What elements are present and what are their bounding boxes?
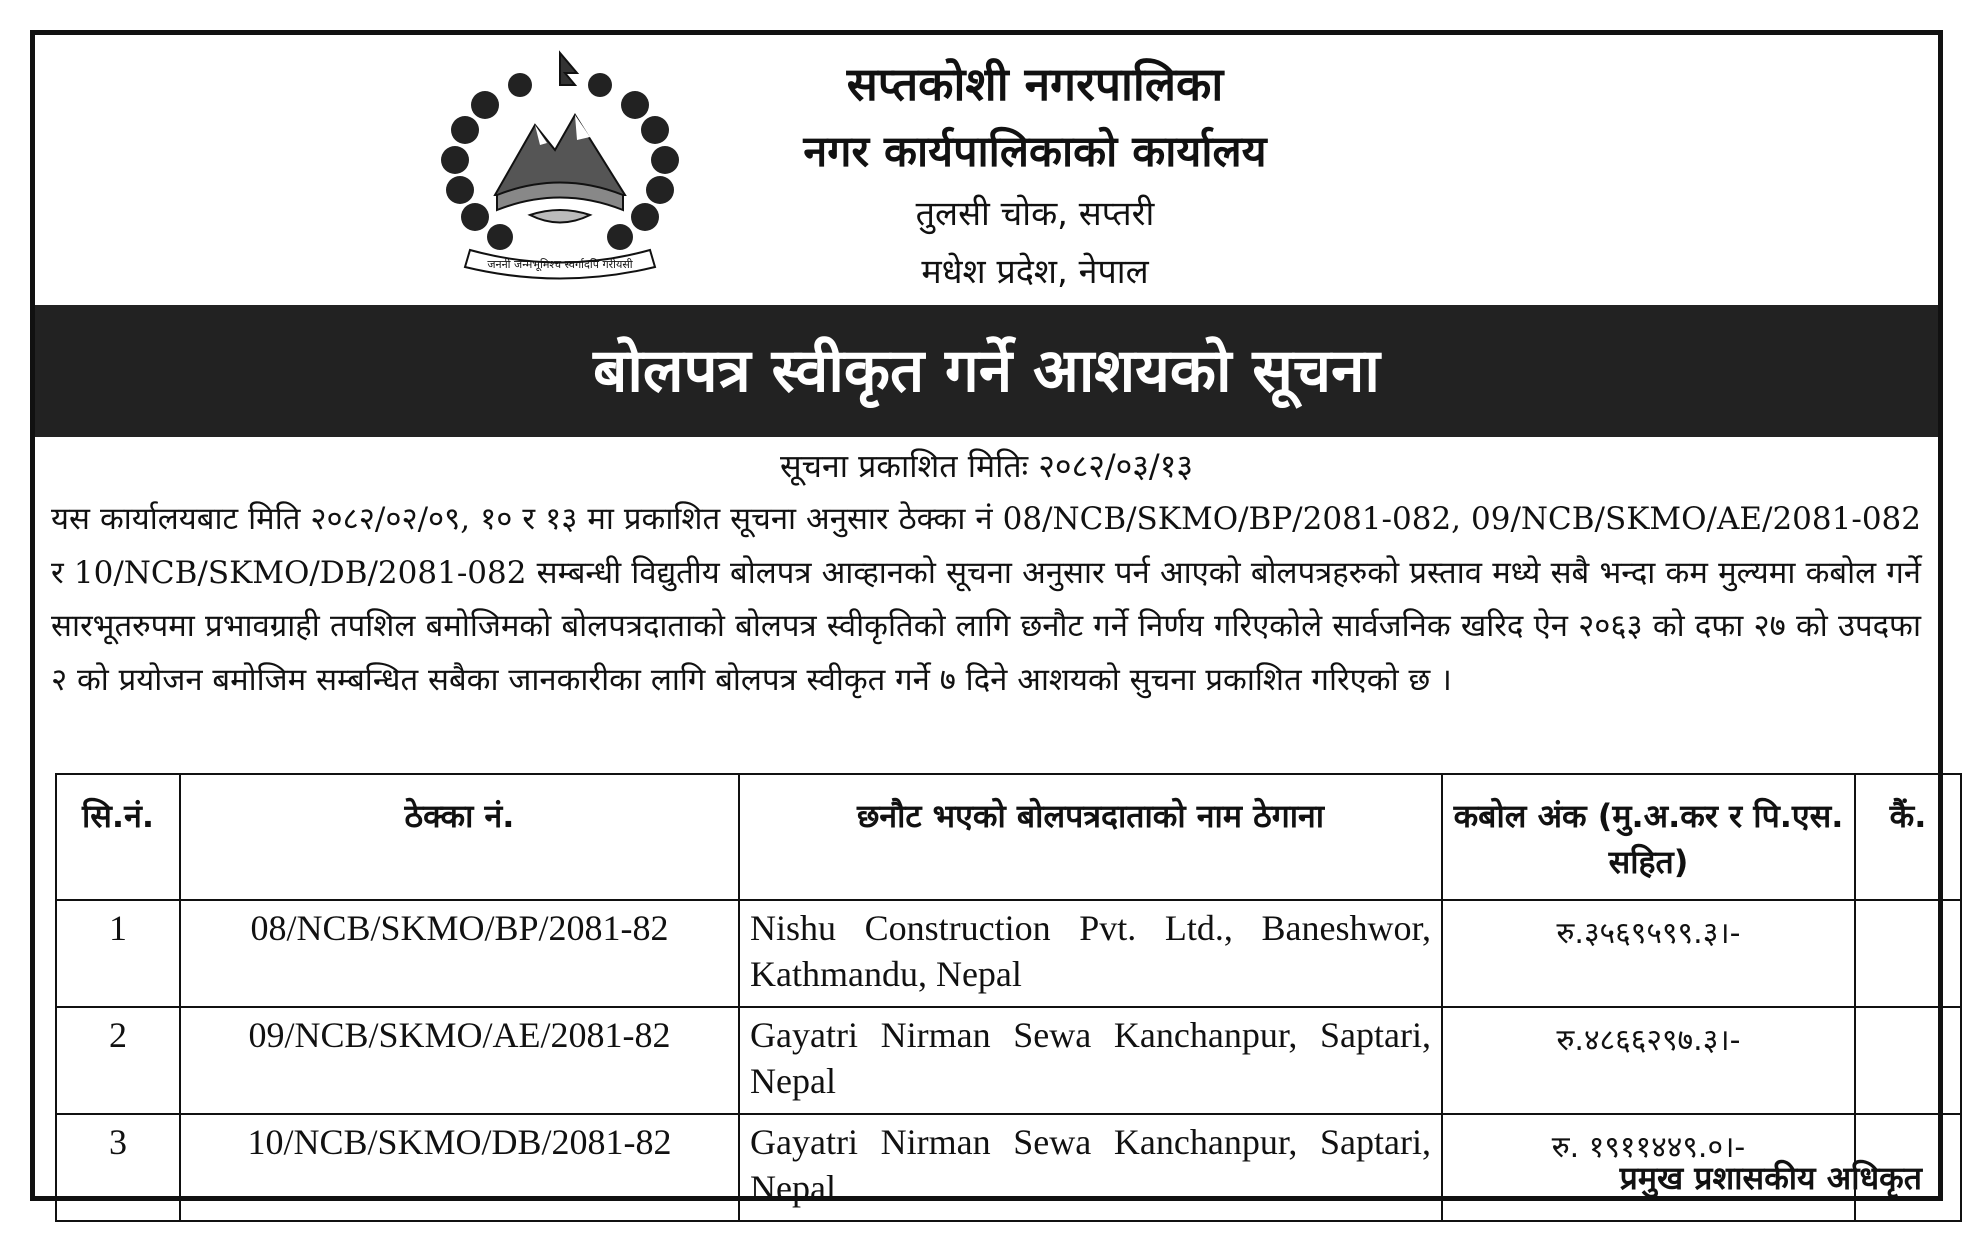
row-bidder: Nishu Construction Pvt. Ltd., Baneshwor, Kathmandu, Nepal — [739, 900, 1442, 1007]
row-remarks — [1855, 1007, 1961, 1114]
table-row — [56, 900, 1961, 1007]
office-name: नगर कार्यपालिकाको कार्यालय — [803, 127, 1267, 177]
row-bidder: Gayatri Nirman Sewa Kanchanpur, Saptari, Nepal — [739, 1114, 1442, 1221]
row-sn: 1 — [56, 900, 180, 1007]
row-amount: रु.४८६६२९७.३।- — [1442, 1007, 1855, 1114]
emblem-motto: जननी जन्मभूमिश्च स्वर्गादपि गरीयसी — [487, 258, 633, 271]
office-block — [735, 49, 1335, 301]
table-row — [56, 1007, 1961, 1114]
address-line-1: तुलसी चोक, सप्तरी — [915, 194, 1155, 234]
table-header-row — [56, 774, 1961, 900]
published-date: सूचना प्रकाशित मितिः २०८२/०३/१३ — [780, 447, 1193, 485]
header-sn: सि.नं. — [56, 774, 180, 900]
notice-title: बोलपत्र स्वीकृत गर्ने आशयको सूचना — [593, 336, 1380, 406]
row-amount: रु.३५६९५९९.३।- — [1442, 900, 1855, 1007]
notice-body: यस कार्यालयबाट मिति २०८२/०२/०९, १० र १३ मा प्रकाशित सूचना अनुसार ठेक्का नं 08/NCB/SKMO/BP/2081-082, 09/NCB/SKMO/AE/2081-082 र 10/NCB/SKMO/DB/2081-082 सम्बन्धी विद्युतीय बोलपत्र आव्हानको सूचना अनुसार पर्न आएको बोलपत्रहरुको प्रस्ताव मध्ये सबै भन्दा कम मुल्यमा कबोल गर्ने सारभूतरुपमा प्रभावग्राही तपशिल बमोजिमको बोलपत्रदाताको बोलपत्र स्वीकृतिको लागि छनौट गर्ने निर्णय गरिएकोले सार्वजनिक खरिद ऐन २०६३ को दफा २७ को उपदफा २ को प्रयोजन बमोजिम सम्बन्धित सबैका जानकारीका लागि बोलपत्र स्वीकृत गर्ने ७ दिने आशयको सुचना प्रकाशित गरिएको छ । — [51, 501, 1921, 698]
header-contract: ठेक्का नं. — [180, 774, 739, 900]
row-sn: 3 — [56, 1114, 180, 1221]
notice-title-bar — [35, 305, 1938, 437]
row-bidder: Gayatri Nirman Sewa Kanchanpur, Saptari, Nepal — [739, 1007, 1442, 1114]
row-sn: 2 — [56, 1007, 180, 1114]
letterhead — [35, 35, 1938, 305]
notice-frame — [30, 30, 1943, 1208]
row-contract: 10/NCB/SKMO/DB/2081-82 — [180, 1114, 739, 1221]
header-bidder: छनौट भएको बोलपत्रदाताको नाम ठेगाना — [739, 774, 1442, 900]
row-contract: 08/NCB/SKMO/BP/2081-82 — [180, 900, 739, 1007]
row-amount: रु. १९११४४९.०।- — [1442, 1114, 1855, 1221]
municipality-name: सप्तकोशी नगरपालिका — [846, 57, 1224, 111]
address-line-2: मधेश प्रदेश, नेपाल — [921, 252, 1149, 292]
row-remarks — [1855, 900, 1961, 1007]
header-amount: कबोल अंक (मु.अ.कर र पि.एस. सहित) — [1442, 774, 1855, 900]
nepal-emblem-icon — [425, 45, 695, 285]
row-contract: 09/NCB/SKMO/AE/2081-82 — [180, 1007, 739, 1114]
signatory-title: प्रमुख प्रशासकीय अधिकृत — [1619, 1159, 1922, 1197]
header-remarks: कैं. — [1855, 774, 1961, 900]
